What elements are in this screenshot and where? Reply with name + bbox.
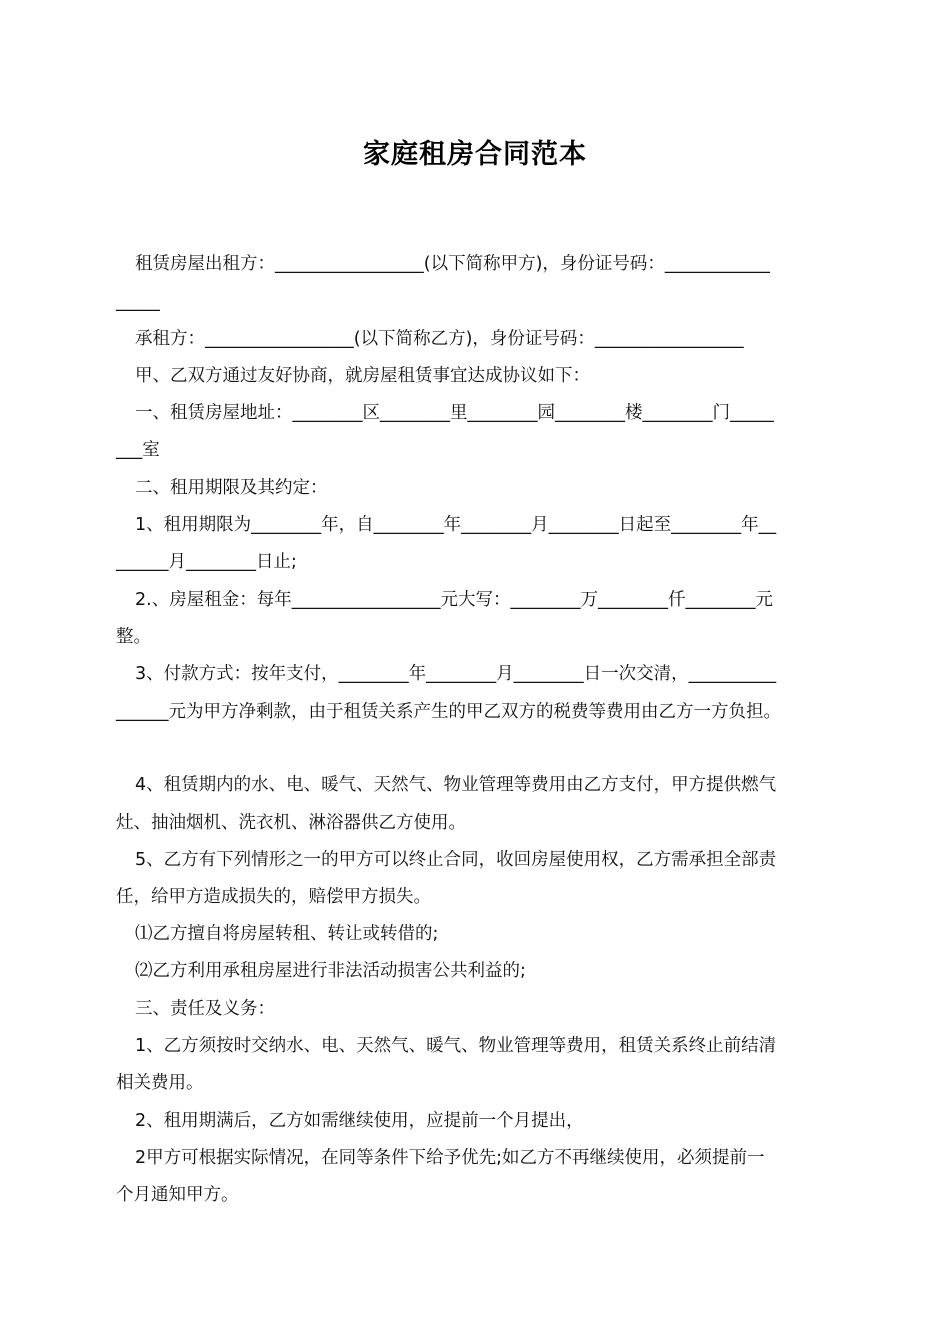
clause-2-4-utilities: 4、租赁期内的水、电、暖气、天然气、物业管理等费用由乙方支付，甲方提供燃气 bbox=[135, 775, 777, 795]
section-2-heading: 二、租用期限及其约定： bbox=[135, 478, 328, 498]
clause-lessor: 租赁房屋出租方：_________________(以下简称甲方)，身份证号码：____________ bbox=[135, 254, 770, 274]
clause-2-5-item-2: ⑵乙方利用承租房屋进行非法活动损害公共利益的; bbox=[135, 961, 526, 981]
clause-lessee: 承租方：_________________(以下简称乙方)，身份证号码：_________________ bbox=[135, 329, 744, 349]
clause-lessor-cont: _____ bbox=[116, 292, 160, 312]
clause-2-5-termination: 5、乙方有下列情形之一的甲方可以终止合同，收回房屋使用权，乙方需承担全部责 bbox=[135, 850, 777, 870]
clause-2-1-term: 1、租用期限为________年，自________年________月________日起至________年__ bbox=[135, 515, 777, 535]
clause-3-2-renewal: 2、租用期满后，乙方如需继续使用，应提前一个月提出， bbox=[135, 1111, 584, 1131]
clause-2-1-term-cont: ______月________日止; bbox=[116, 552, 297, 572]
clause-3-2-priority: 2甲方可根据实际情况，在同等条件下给予优先;如乙方不再继续使用，必须提前一 bbox=[135, 1148, 765, 1168]
section-3-heading: 三、责任及义务： bbox=[135, 999, 275, 1019]
clause-3-1-fees-cont: 相关费用。 bbox=[116, 1073, 204, 1093]
document-title: 家庭租房合同范本 bbox=[363, 139, 587, 170]
clause-intro: 甲、乙双方通过友好协商，就房屋租赁事宜达成协议如下： bbox=[135, 366, 590, 386]
clause-2-4-utilities-cont: 灶、抽油烟机、洗衣机、淋浴器供乙方使用。 bbox=[116, 813, 466, 833]
clause-2-3-payment-cont: ______元为甲方净剩款，由于租赁关系产生的甲乙双方的税费等费用由乙方一方负担。 bbox=[116, 702, 781, 722]
clause-2-3-payment: 3、付款方式：按年支付，________年________月________日一次交清，__________ bbox=[135, 664, 777, 684]
clause-3-1-fees: 1、乙方须按时交纳水、电、天然气、暖气、物业管理等费用，租赁关系终止前结清 bbox=[135, 1036, 777, 1056]
section-1-address-cont: ___室 bbox=[116, 440, 160, 460]
clause-2-2-rent-cont: 整。 bbox=[116, 627, 151, 647]
clause-2-2-rent: 2.、房屋租金：每年_________________元大写：________万________仟________元 bbox=[135, 590, 773, 610]
clause-2-5-termination-cont: 任，给甲方造成损失的，赔偿甲方损失。 bbox=[116, 887, 431, 907]
section-1-address: 一、租赁房屋地址：________区________里________园________楼________门_____ bbox=[135, 403, 774, 423]
clause-3-2-priority-cont: 个月通知甲方。 bbox=[116, 1185, 239, 1205]
clause-2-5-item-1: ⑴乙方擅自将房屋转租、转让或转借的; bbox=[135, 924, 439, 944]
